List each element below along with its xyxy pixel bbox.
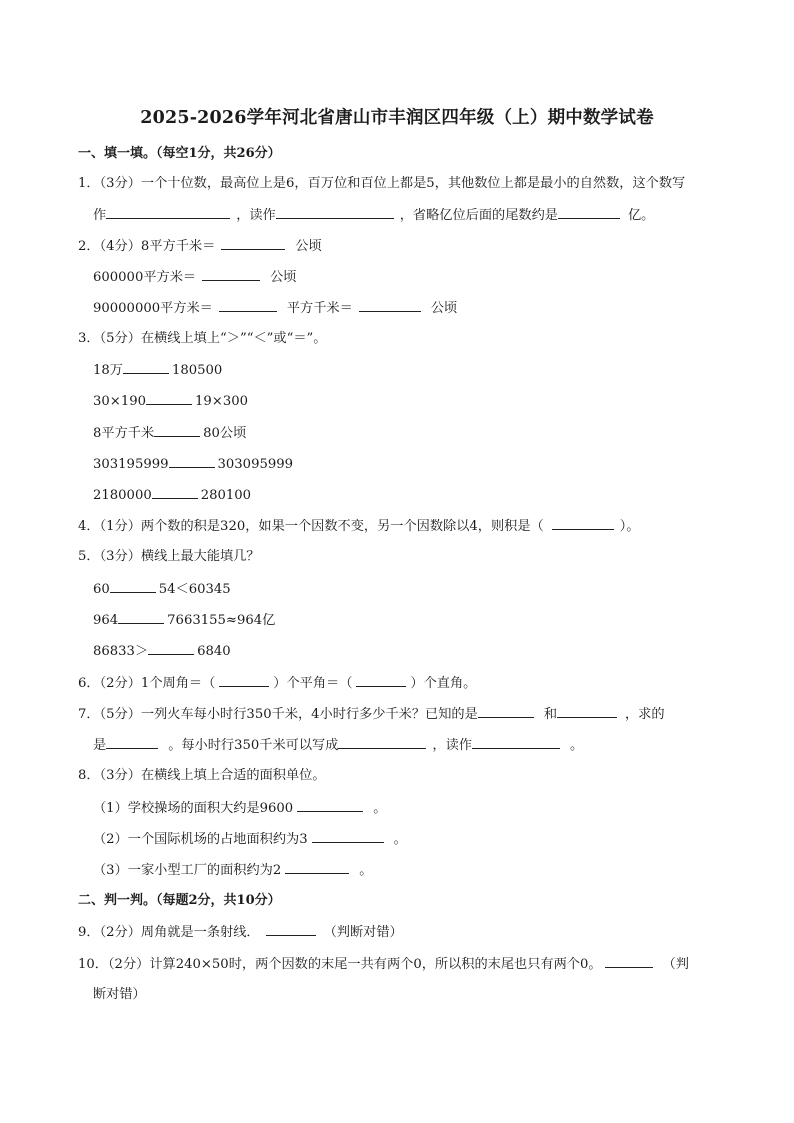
q1-text-d: 亿。 [628, 208, 655, 223]
q7-mid: 和 [543, 707, 557, 722]
fill-right: 54＜60345 [158, 582, 231, 597]
fill-left: 60 [93, 582, 110, 597]
unit-label: 公顷 [430, 301, 458, 316]
compare-left: 2180000 [93, 488, 152, 503]
answer-blank[interactable] [285, 861, 349, 874]
question-10 [78, 955, 689, 974]
fill-digit-item [93, 580, 231, 599]
question-2-line2 [93, 268, 296, 287]
answer-blank[interactable] [110, 580, 156, 593]
sub-question [93, 830, 407, 849]
q7-tail: ，求的 [625, 707, 665, 722]
answer-blank[interactable] [221, 237, 285, 250]
q9-end: （判断对错） [323, 925, 403, 940]
answer-blank[interactable] [557, 705, 617, 718]
q1-text-b: ，读作 [236, 208, 276, 223]
q7-text: 。 [569, 738, 584, 753]
sub-question [93, 861, 372, 880]
compare-left: 303195999 [93, 457, 169, 472]
answer-blank[interactable] [605, 955, 653, 968]
question-2-line3 [93, 299, 457, 318]
q2-text: 600000平方米＝ [93, 270, 197, 285]
question-8: 8．（3分）在横线上填上合适的面积单位。 [78, 768, 326, 783]
question-4 [78, 517, 640, 536]
compare-item [93, 361, 222, 380]
question-1-stem: 1．（3分）一个十位数，最高位上是6，百万位和百位上都是5，其他数位上都是最小的自然数，这个数写 [78, 176, 686, 191]
compare-item [93, 486, 251, 505]
answer-blank[interactable] [359, 299, 421, 312]
compare-left: 30×190 [93, 394, 147, 409]
sub-question-text: （1）学校操场的面积大约是9600 [93, 801, 294, 816]
compare-item [93, 424, 246, 443]
question-7-line2 [93, 736, 583, 755]
section-heading-fill: 一、填一填。（每空1分，共26分） [78, 146, 281, 161]
answer-blank[interactable] [106, 736, 158, 749]
question-10-line2: 断对错） [93, 987, 146, 1002]
q6-end: ）个直角。 [410, 676, 477, 691]
question-4-stem: 4．（1分）两个数的积是320，如果一个因数不变，另一个因数除以4，则积是（ [78, 519, 544, 534]
sub-question-end: 。 [373, 801, 387, 816]
sub-question [93, 799, 386, 818]
answer-blank[interactable] [552, 517, 614, 530]
unit-label: 公顷 [295, 239, 322, 254]
answer-blank[interactable] [276, 206, 394, 219]
question-6 [78, 674, 476, 693]
unit-label: 公顷 [270, 270, 297, 285]
answer-blank[interactable] [558, 206, 620, 219]
q7-text: 是 [93, 738, 107, 753]
compare-left: 18万 [93, 363, 123, 378]
question-3: 3．（5分）在横线上填上“＞”“＜”或“＝”。 [78, 331, 327, 346]
question-2 [78, 237, 322, 256]
page-title: 2025-2026学年河北省唐山市丰润区四年级（上）期中数学试卷 [140, 108, 654, 128]
answer-blank[interactable] [123, 361, 169, 374]
compare-right: 180500 [171, 363, 223, 378]
answer-blank[interactable] [312, 830, 384, 843]
compare-right: 280100 [200, 488, 252, 503]
answer-blank[interactable] [219, 299, 277, 312]
q4-end: ）。 [619, 519, 640, 534]
question-9 [78, 923, 403, 942]
q7-text: ，读作 [432, 738, 472, 753]
fill-left: 86833＞ [93, 644, 149, 659]
q2-text: 90000000平方米＝ [93, 301, 213, 316]
fill-digit-item [93, 611, 275, 630]
compare-right: 19×300 [195, 394, 249, 409]
answer-blank[interactable] [148, 642, 194, 655]
q7-text: 。每小时行350千米可以写成 [168, 738, 339, 753]
fill-right: 7663155≈964亿 [167, 613, 276, 628]
answer-blank[interactable] [266, 923, 316, 936]
compare-right: 303095999 [217, 457, 294, 472]
compare-right: 80公顷 [203, 426, 247, 441]
q10-end: （判 [662, 957, 689, 972]
answer-blank[interactable] [356, 674, 406, 687]
fill-digit-item [93, 642, 231, 661]
compare-item [93, 455, 293, 474]
question-2-stem: 2．（4分）8平方千米＝ [78, 239, 216, 254]
answer-blank[interactable] [154, 424, 200, 437]
sub-question-text: （3）一家小型工厂的面积约为2 [93, 863, 282, 878]
fill-right: 6840 [197, 644, 231, 659]
question-1 [78, 175, 685, 193]
answer-blank[interactable] [219, 674, 269, 687]
answer-blank[interactable] [297, 799, 363, 812]
question-6-stem: 6．（2分）1个周角＝（ [78, 676, 216, 691]
answer-blank[interactable] [472, 736, 560, 749]
section-heading-judge: 二、判一判。（每题2分，共10分） [78, 893, 281, 908]
q1-text-c: ，省略亿位后面的尾数约是 [399, 208, 558, 223]
question-1-line2 [93, 206, 654, 225]
question-5: 5．（3分）横线上最大能填几？ [78, 549, 260, 564]
answer-blank[interactable] [152, 486, 198, 499]
answer-blank[interactable] [169, 455, 215, 468]
sub-question-end: 。 [393, 832, 407, 847]
answer-blank[interactable] [146, 392, 192, 405]
q6-mid: ）个平角＝（ [273, 676, 353, 691]
q1-text-a: 作 [93, 208, 107, 223]
answer-blank[interactable] [106, 206, 230, 219]
sub-question-end: 。 [359, 863, 373, 878]
question-10-stem: 10．（2分）计算240×50时，两个因数的末尾一共有两个0，所以积的末尾也只有两个0。 [78, 957, 602, 972]
fill-left: 964 [93, 613, 119, 628]
answer-blank[interactable] [338, 736, 426, 749]
answer-blank[interactable] [118, 611, 164, 624]
compare-left: 8平方千米 [93, 426, 155, 441]
question-9-stem: 9．（2分）周角就是一条射线． [78, 925, 260, 940]
answer-blank[interactable] [202, 268, 260, 281]
question-7 [78, 705, 665, 724]
answer-blank[interactable] [478, 705, 534, 718]
compare-item [93, 392, 248, 411]
sub-question-text: （2）一个国际机场的占地面积约为3 [93, 832, 308, 847]
q2-text: 平方千米＝ [286, 301, 353, 316]
question-7-stem: 7．（5分）一列火车每小时行350千米，4小时行多少千米？已知的是 [78, 707, 478, 722]
